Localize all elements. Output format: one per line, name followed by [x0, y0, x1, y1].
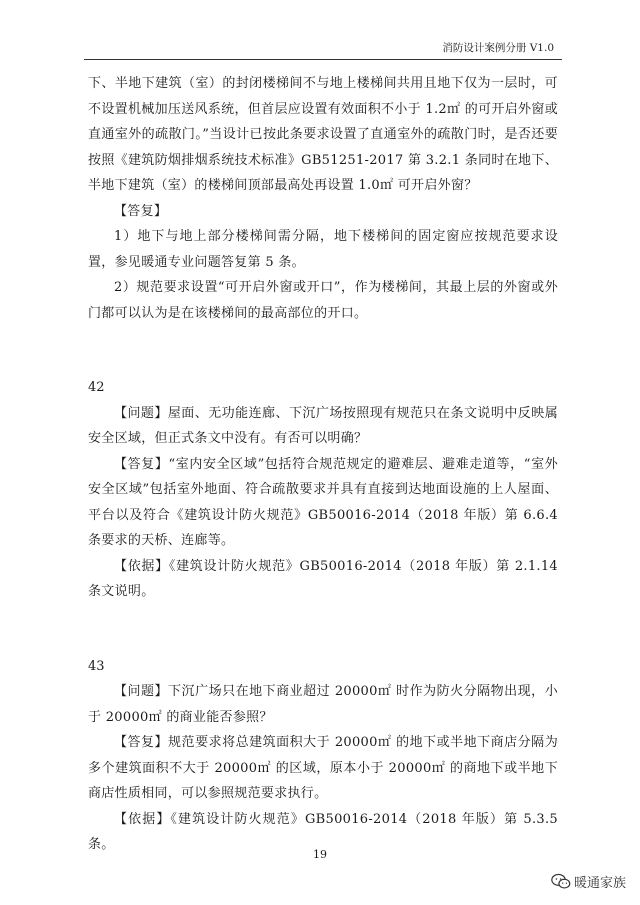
- answer-heading: 【答复】: [114, 203, 168, 219]
- watermark: [551, 872, 626, 891]
- item-number: 43: [88, 658, 105, 674]
- item-answer: 【答复】规范要求将总建筑面积大于 20000㎡ 的地下或半地下商店分隔为多个建筑面积不大于 20000㎡ 的区域，原本小于 20000㎡ 的商地下或半地下商店性质相同，可以参照规范要求执行。: [88, 735, 558, 801]
- section-gap: [88, 326, 558, 375]
- item-answer: 【答复】“室内安全区域”包括符合规范规定的避难层、避难走道等，“室外安全区域”包括室外地面、符合疏散要求并具有直接到达地面设施的上人屋面、平台以及符合《建筑设计防火规范》GB50016-2014（2018 年版）第 6.6.4 条要求的天桥、连廊等。: [88, 456, 558, 548]
- header-title: 消防设计案例分册 V1.0: [442, 42, 554, 54]
- item-question: 【问题】屋面、无功能连廊、下沉广场按照现有规范只在条文说明中反映属安全区域，但正式条文中没有。有否可以明确？: [88, 405, 558, 446]
- page-content: [88, 71, 558, 858]
- item-basis: 【依据】《建筑设计防火规范》GB50016-2014（2018 年版）第 5.3.5 条。: [88, 811, 558, 852]
- page-header: [0, 40, 640, 60]
- answer-point-2: 2）规范要求设置“可开启外窗或开口”，作为楼梯间，其最上层的外窗或外门都可以认为是在该楼梯间的最高部位的开口。: [88, 280, 558, 321]
- header-divider: [84, 59, 562, 60]
- item-number: 42: [88, 380, 105, 395]
- page-number: 19: [313, 848, 327, 861]
- watermark-label: 暖通家族: [573, 876, 626, 891]
- section-gap: [88, 605, 558, 654]
- item-question: 【问题】下沉广场只在地下商业超过 20000㎡ 时作为防火分隔物出现，小于 20000㎡ 的商业能否参照？: [88, 684, 558, 725]
- paragraph-continued: 下、半地下建筑（室）的封闭楼梯间不与地上楼梯间共用且地下仅为一层时，可不设置机械加压送风系统，但首层应设置有效面积不小于 1.2㎡ 的可开启外窗或直通室外的疏散门。”当设计已按此条要求设置了直通室外的疏散门时，是否还要按照《建筑防烟排烟系统技术标准》GB51251-2017 第 3.2.1 条同时在地下、半地下建筑（室）的楼梯间顶部最高处再设置 1.0㎡ 可开启外窗？: [88, 76, 558, 193]
- answer-point-1: 1）地下与地上部分楼梯间需分隔，地下楼梯间的固定窗应按规范要求设置，参见暖通专业问题答复第 5 条。: [88, 229, 558, 270]
- wechat-icon: [551, 873, 571, 890]
- item-basis: 【依据】《建筑设计防火规范》GB50016-2014（2018 年版）第 2.1.14 条文说明。: [88, 558, 558, 599]
